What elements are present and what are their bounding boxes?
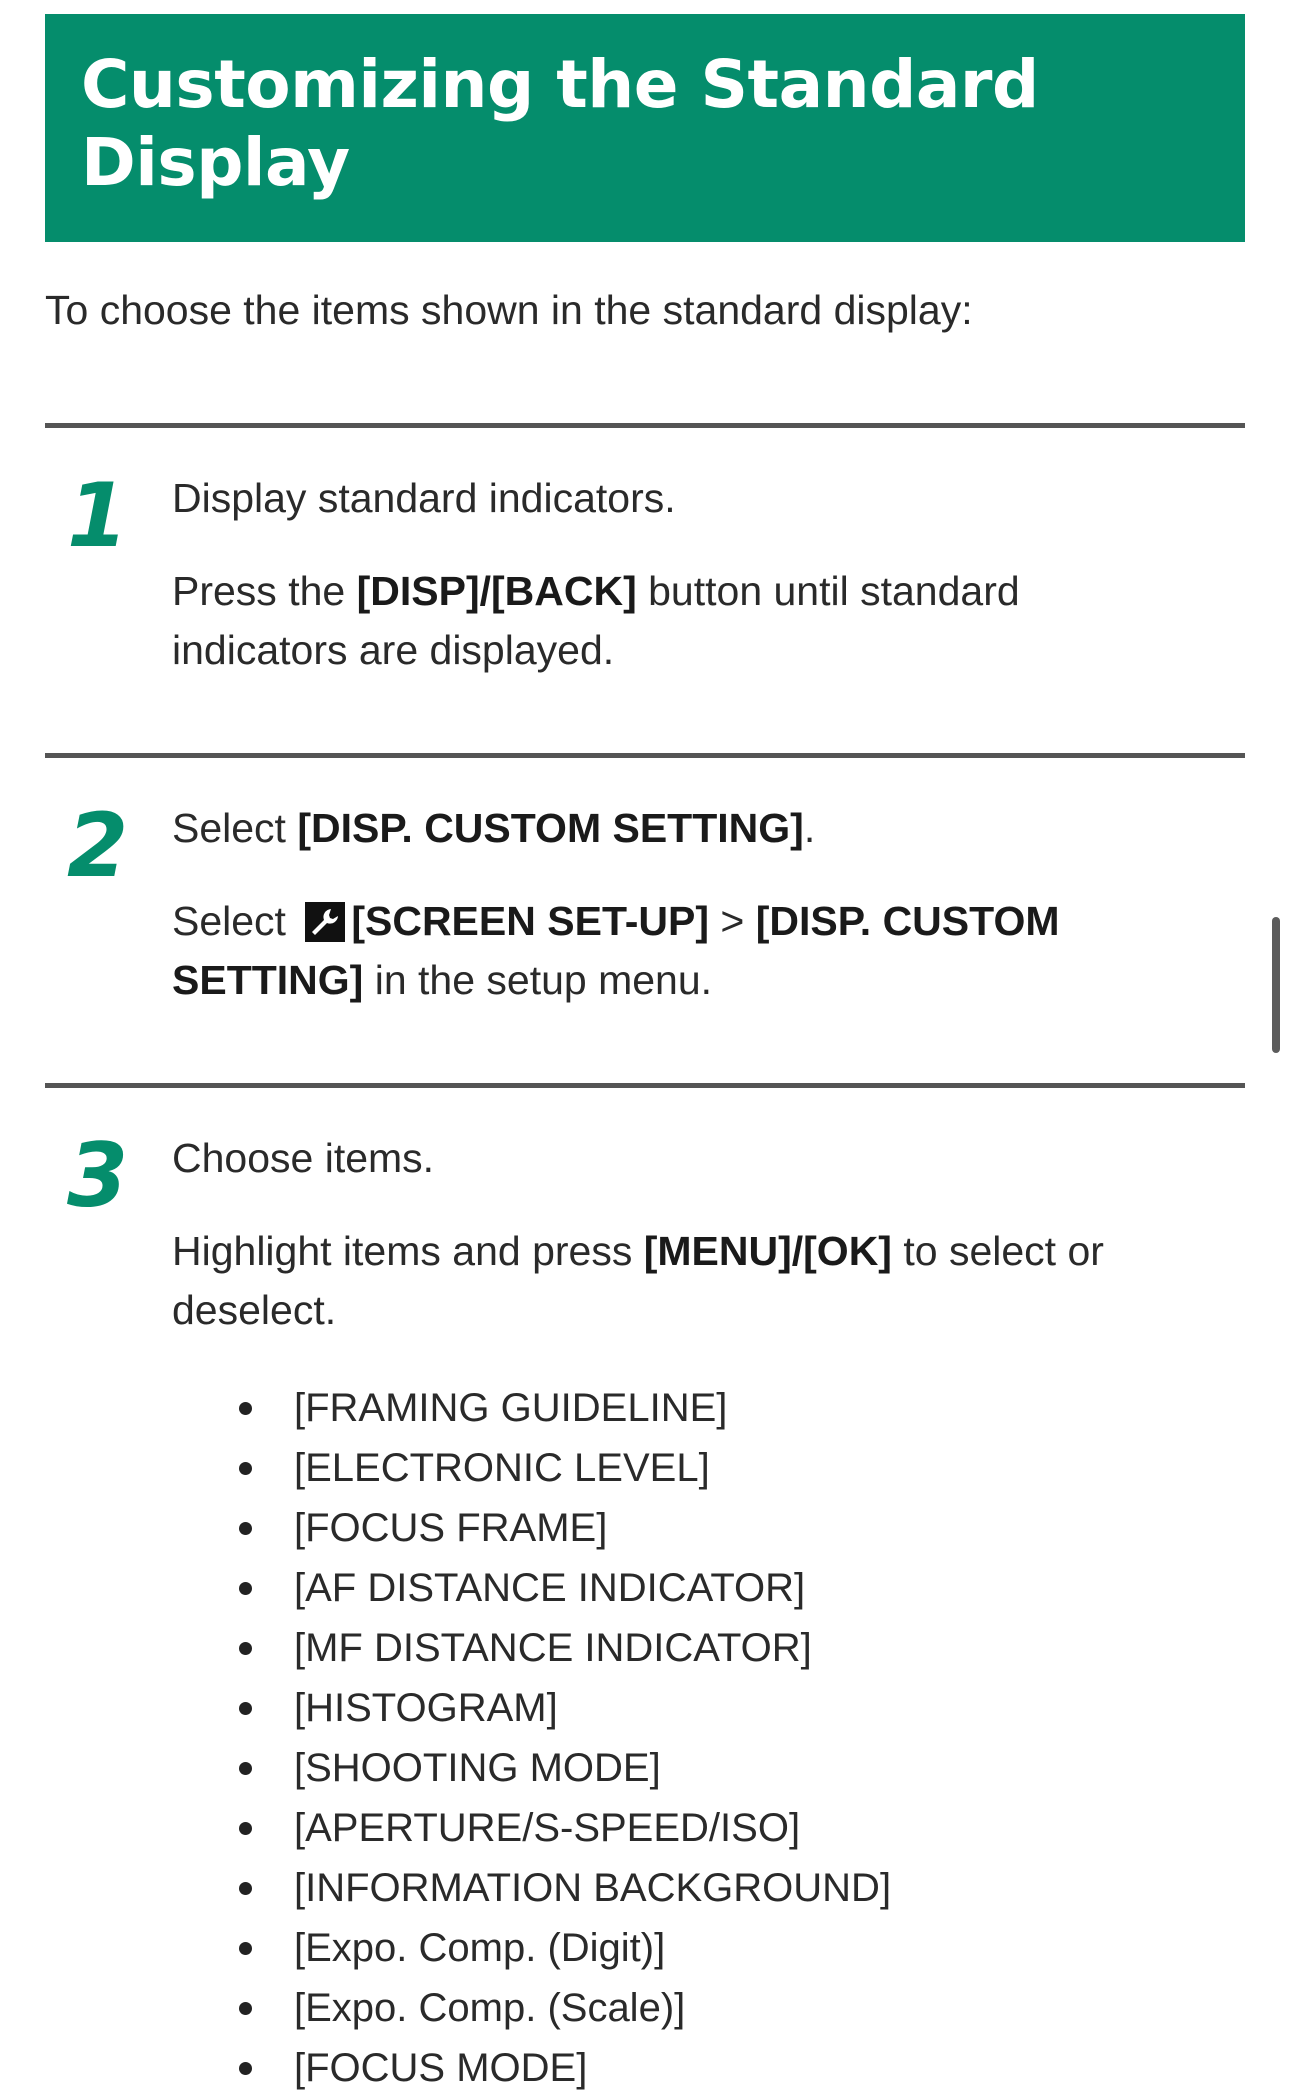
list-item	[172, 1858, 1205, 1918]
list-item-label: [AF DISTANCE INDICATOR]	[294, 1566, 806, 1610]
list-item	[172, 1918, 1205, 1978]
list-item	[172, 1438, 1205, 1498]
list-item-label: [INFORMATION BACKGROUND]	[294, 1866, 892, 1910]
bullet-icon	[239, 1402, 252, 1415]
heading-text: .	[803, 805, 816, 851]
bullet-icon	[239, 1522, 252, 1535]
step-number: 2	[67, 794, 129, 897]
menu-item-name: [DISP. CUSTOM SETTING]	[172, 898, 1060, 1003]
bullet-icon	[239, 1882, 252, 1895]
detail-text: Highlight items and press	[172, 1228, 644, 1274]
step-heading: Choose items.	[172, 1135, 435, 1181]
step-3	[45, 1083, 1245, 2088]
list-item	[172, 1738, 1205, 1798]
wrench-icon	[305, 902, 345, 942]
bullet-icon	[239, 1642, 252, 1655]
menu-item-name: [SCREEN SET-UP]	[351, 898, 709, 944]
step-body	[172, 472, 1205, 680]
list-item-label: [Expo. Comp. (Digit)]	[294, 1926, 666, 1970]
step-body	[172, 1132, 1205, 2098]
list-item	[172, 1798, 1205, 1858]
list-item	[172, 1678, 1205, 1738]
heading-text: Select	[172, 805, 298, 851]
detail-text: Select	[172, 898, 298, 944]
list-item-label: [FOCUS MODE]	[294, 2046, 588, 2090]
detail-text: in the setup menu.	[363, 957, 713, 1003]
list-item-label: [FOCUS FRAME]	[294, 1506, 608, 1550]
bullet-icon	[239, 1762, 252, 1775]
button-name: [DISP]/[BACK]	[356, 568, 637, 614]
bullet-icon	[239, 1702, 252, 1715]
title-banner	[45, 14, 1245, 242]
scrollbar[interactable]	[1272, 917, 1280, 1053]
detail-text: Press the	[172, 568, 357, 614]
bullet-icon	[239, 1582, 252, 1595]
page-content	[45, 14, 1245, 2088]
step-detail	[172, 562, 1205, 680]
list-item-label: [ELECTRONIC LEVEL]	[294, 1446, 710, 1490]
menu-item-name: [DISP. CUSTOM SETTING]	[297, 805, 804, 851]
list-item	[172, 1378, 1205, 1438]
list-item-label: [MF DISTANCE INDICATOR]	[294, 1626, 812, 1670]
step-number: 3	[67, 1124, 129, 1227]
page-title: Customizing the Standard Display	[81, 46, 1039, 201]
list-item-label: [APERTURE/S-SPEED/ISO]	[294, 1806, 801, 1850]
step-heading: Display standard indicators.	[172, 475, 676, 521]
bullet-icon	[239, 2002, 252, 2015]
list-item	[172, 1558, 1205, 1618]
detail-text: button until standard indicators are displayed.	[172, 568, 1020, 673]
list-item-label: [HISTOGRAM]	[294, 1686, 558, 1730]
step-2	[45, 753, 1245, 1083]
list-item-label: [FRAMING GUIDELINE]	[294, 1386, 728, 1430]
step-body	[172, 802, 1205, 1010]
bullet-icon	[239, 1942, 252, 1955]
list-item-label: [SHOOTING MODE]	[294, 1746, 661, 1790]
list-item	[172, 2038, 1205, 2098]
step-number: 1	[67, 464, 129, 567]
step-heading	[172, 802, 1205, 854]
step-1	[45, 423, 1245, 753]
step-detail	[172, 1222, 1205, 1340]
display-items-list	[172, 1378, 1205, 2098]
list-item	[172, 1618, 1205, 1678]
intro-text: To choose the items shown in the standard display:	[45, 287, 973, 333]
bullet-icon	[239, 1822, 252, 1835]
button-name: [MENU]/[OK]	[643, 1228, 892, 1274]
list-item-label: [Expo. Comp. (Scale)]	[294, 1986, 686, 2030]
list-item	[172, 1978, 1205, 2038]
detail-text: to select or deselect.	[172, 1228, 1104, 1333]
separator-text: >	[709, 898, 756, 944]
list-item	[172, 1498, 1205, 1558]
step-detail	[172, 892, 1205, 1010]
bullet-icon	[239, 1462, 252, 1475]
